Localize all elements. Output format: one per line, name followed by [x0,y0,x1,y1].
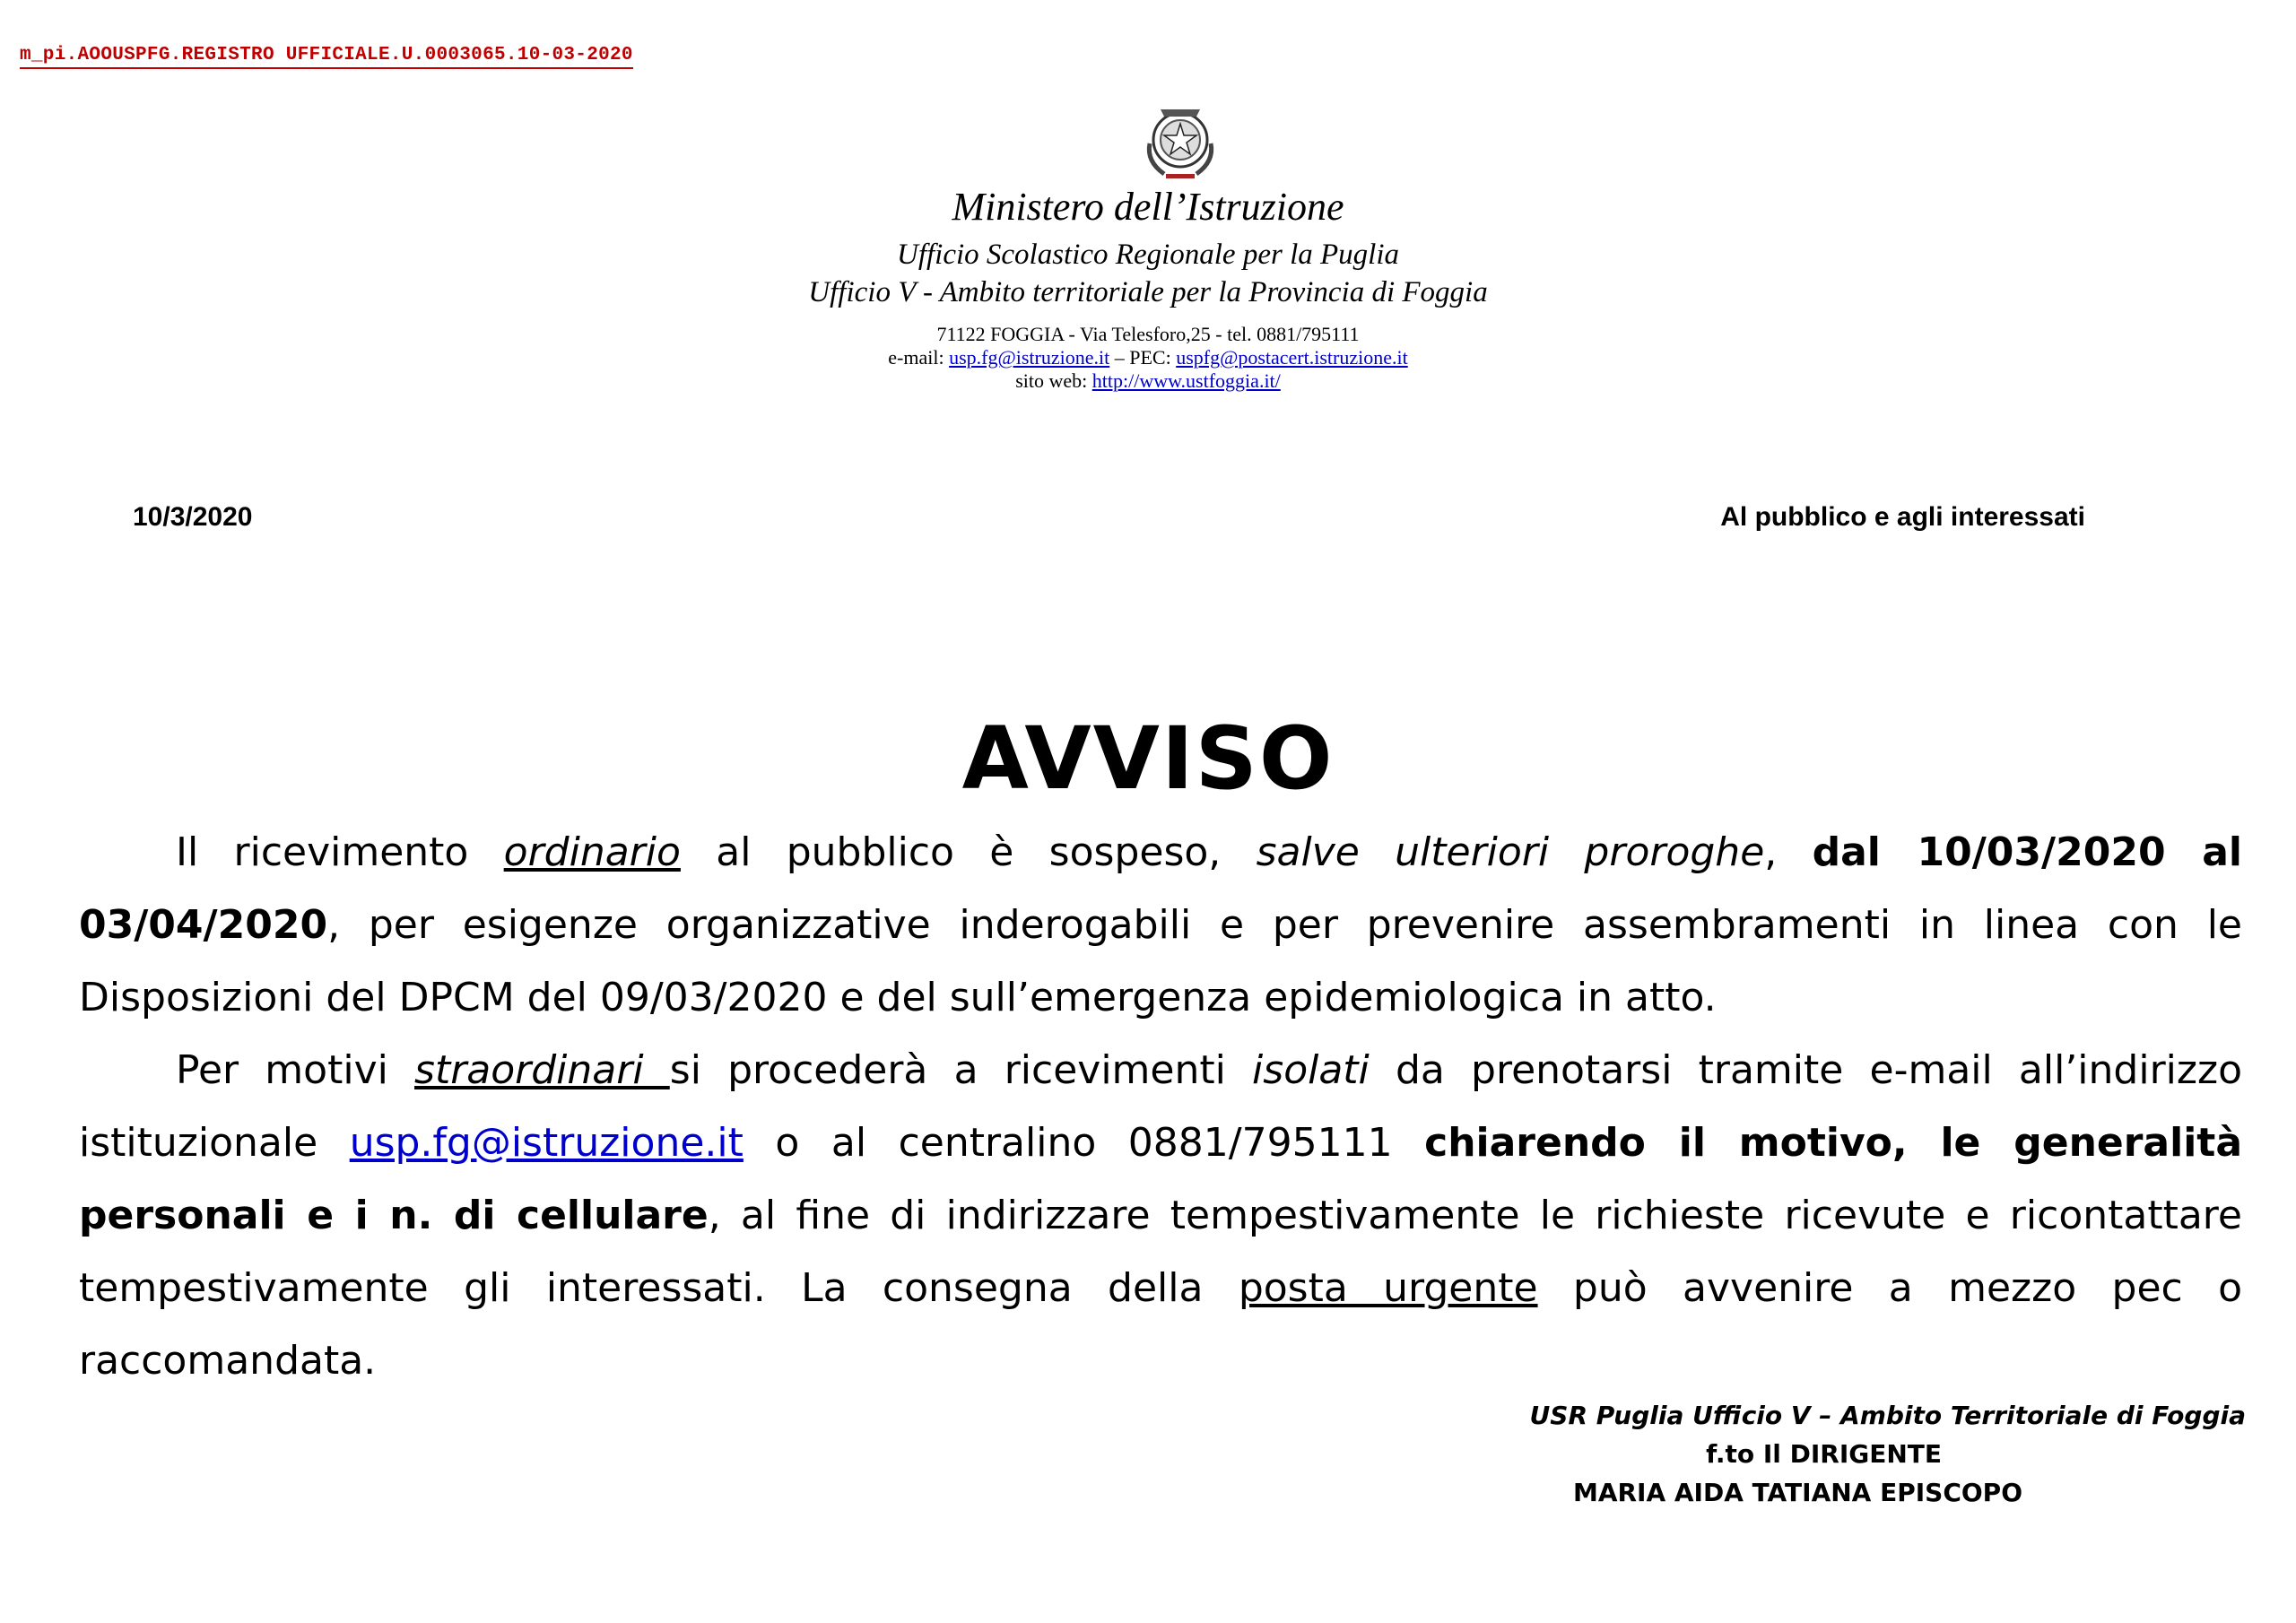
local-office: Ufficio V - Ambito territoriale per la Provincia di Foggia [808,276,1488,308]
office-address: 71122 FOGGIA - Via Telesforo,25 - tel. 0881/795111 [936,323,1360,345]
document-title: AVVISO [961,708,1335,809]
text-segment: Per motivi [176,1047,415,1093]
protocol-stamp: m_pi.AOOUSPFG.REGISTRO UFFICIALE.U.0003065.10-03-2020 [20,45,633,69]
contact-line [0,346,2296,369]
text-segment: o al centralino 0881/795111 [743,1120,1425,1166]
signature-role: f.to Il DIRIGENTE [1706,1439,1942,1469]
emphasis-straordinari: straordinari [414,1047,670,1093]
signature-name: MARIA AIDA TATIANA EPISCOPO [1572,1478,2022,1507]
suspension-dates: dal 10/03/2020 al 03/04/2020 [79,829,2242,948]
emphasis-posta-urgente: posta urgente [1238,1265,1538,1311]
italian-republic-emblem-icon [1137,99,1223,185]
paragraph-suspension [79,816,2242,1034]
document-date: 10/3/2020 [133,502,253,532]
pec-link[interactable]: uspfg@postacert.istruzione.it [1176,346,1408,369]
website-line [0,369,2296,393]
text-segment: al pubblico è sospeso, [680,829,1257,875]
website-link[interactable]: http://www.ustfoggia.it/ [1091,369,1281,392]
text-segment: da prenotarsi tramite e-mail all’indirizzo istituzionale [79,1047,2243,1166]
emphasis-isolati: isolati [1252,1047,1370,1093]
text-segment: si procederà a ricevimenti [669,1047,1253,1093]
required-info: chiarendo il motivo, le generalità personali e i n. di cellulare [79,1120,2243,1238]
email-link[interactable]: usp.fg@istruzione.it [949,346,1110,369]
recipient: Al pubblico e agli interessati [1720,502,2085,532]
ministry-name: Ministero dell’Istruzione [952,185,1344,229]
notice-body [79,816,2242,1397]
emphasis-ordinario: ordinario [503,829,681,875]
email-label: e-mail: [888,346,950,369]
text-segment: , [1764,829,1813,875]
text-segment: Il ricevimento [176,829,504,875]
website-label: sito web: [1015,369,1092,392]
emphasis-proroghe: salve ulteriori proroghe [1256,829,1765,875]
text-segment: , per esigenze organizzative inderogabili e per prevenire assembramenti in linea con le Disposizioni del DPCM del 09/03/2020 e del sull’emergenza epidemiologica in atto. [79,902,2242,1020]
pec-label: – PEC: [1109,346,1177,369]
regional-office: Ufficio Scolastico Regionale per la Puglia [897,239,1399,271]
signature-office: USR Puglia Ufficio V – Ambito Territoriale di Foggia [1529,1401,2246,1430]
institutional-email-link[interactable]: usp.fg@istruzione.it [349,1120,744,1166]
text-segment: , al fine di indirizzare tempestivamente le richieste ricevute e ricontattare tempestivamente gli interessati. La consegna della [79,1193,2242,1311]
paragraph-appointments [79,1034,2242,1397]
text-segment: può avvenire a mezzo pec o raccomandata. [79,1265,2242,1384]
